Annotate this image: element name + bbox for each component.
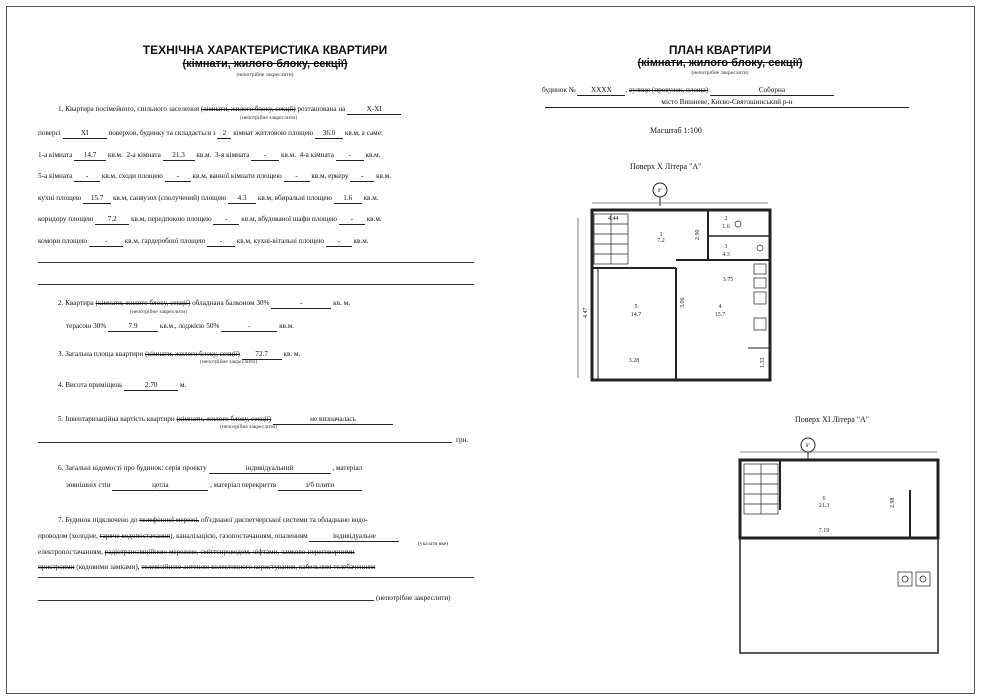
p4-unit: м. <box>180 381 187 389</box>
terrace-value: 7.9 <box>108 321 158 332</box>
dim-center-vertical: 3.06 <box>680 297 686 308</box>
p1-floor: X-XI <box>347 104 401 115</box>
p1-pre: 1. Квартира посімейного, спільного заселення <box>58 105 200 113</box>
stairs-label: кв.м, сходи площею <box>101 172 163 180</box>
p7-l4s: пристроями <box>38 563 75 571</box>
p2-post: обладнана балконом 30% <box>192 299 270 307</box>
dim-top: 4.44 <box>608 216 619 222</box>
slabs-label: , матеріал перекриття <box>210 481 277 489</box>
p1-l2c: кімнат житловою площею <box>233 129 314 137</box>
toilet-value: 1.6 <box>334 193 362 204</box>
balcony-value: - <box>271 298 331 309</box>
unit: кв.м. <box>365 151 381 159</box>
p7-l3s: радіотрансляційною мережею, сміттєпроводом, ліфтами, замково-переговорними <box>104 548 355 556</box>
floor1-label: Поверх X Літера "А" <box>630 162 702 171</box>
p6-line1 <box>58 463 362 474</box>
floor-plan-x <box>568 178 798 393</box>
terrace-label: терасою 30% <box>66 322 107 330</box>
bathroom-fixtures <box>735 221 766 330</box>
building-label: будинок № <box>542 86 576 94</box>
blank-line <box>38 262 474 263</box>
hall-value: - <box>213 214 239 225</box>
right-subtitle-note: (непотрібне закреслити) <box>691 70 749 76</box>
room2-area: 1.6 <box>722 224 730 230</box>
room5-area: 14.7 <box>630 312 642 318</box>
stairs-value: - <box>165 171 191 182</box>
left-title: ТЕХНІЧНА ХАРАКТЕРИСТИКА КВАРТИРИ <box>142 43 388 57</box>
p1-floors: XI <box>63 128 107 139</box>
dim-mid-vertical: 2.90 <box>695 229 701 240</box>
heating-note: (указати яке) <box>418 541 449 547</box>
toilet-label: кв.м, вбиральні площею <box>257 194 332 202</box>
room4-number: 4 <box>718 304 722 310</box>
p7-l3a: електропостачанням, <box>38 548 103 556</box>
p7-l2a: проводом (холодне, <box>38 532 98 540</box>
unit: кв.м. <box>281 151 297 159</box>
chimney-vents <box>898 572 930 586</box>
r3-label: 3-я кімната <box>215 151 250 159</box>
wardrobe-value: - <box>207 236 235 247</box>
room6-number: 6 <box>822 496 826 502</box>
walls-value: цегла <box>112 480 208 491</box>
p3-pre: 3. Загальна площа квартири <box>58 350 144 358</box>
dim-right: 3.75 <box>722 277 734 283</box>
left-subtitle-note: (непотрібне закреслити) <box>236 72 294 78</box>
p1-line7 <box>38 236 369 247</box>
height-value: 2.70 <box>124 380 178 391</box>
corridor-value: 7.2 <box>95 214 129 225</box>
r5-value: - <box>74 171 100 182</box>
svg-text:8": 8" <box>657 189 663 194</box>
corridor-label: коридору площею <box>38 215 94 223</box>
room1-area: 7.2 <box>657 238 665 244</box>
unit: кв.м. <box>366 215 382 223</box>
p7-l1s: телефонної мережі, <box>139 516 200 524</box>
p7-line4 <box>38 562 375 572</box>
room3-number: 3 <box>724 244 728 250</box>
series-value: індивідуальний <box>209 463 331 474</box>
p7-footer: (непотрібне закреслити) <box>376 594 451 602</box>
unit: кв.м. <box>196 151 212 159</box>
outer-wall <box>740 460 938 538</box>
p6-post: , матеріал <box>332 464 363 472</box>
room3-area: 4.3 <box>722 252 730 258</box>
erker-value: - <box>350 171 374 182</box>
staircase <box>744 464 778 514</box>
p7-l4a: (кодовими замками), <box>76 563 140 571</box>
p2-unit2: кв.м. <box>279 322 295 330</box>
p2-line2 <box>66 321 294 332</box>
r5-label: 5-а кімната <box>38 172 73 180</box>
street-value: Соборна <box>710 85 834 96</box>
r1-value: 14.7 <box>74 150 106 161</box>
unit: кв.м. <box>376 172 392 180</box>
r4-value: - <box>336 150 364 161</box>
p2-line1 <box>58 298 350 309</box>
dim-bottom-right: 1.33 <box>760 357 766 368</box>
north-marker <box>801 438 815 460</box>
p6-line2 <box>66 480 362 491</box>
left-subtitle: (кімнати, жилого блоку, секції) <box>182 58 348 70</box>
r3-value: - <box>251 150 279 161</box>
dim-left: 4.47 <box>583 307 589 318</box>
p2-note: (непотрібне закреслити) <box>130 309 188 315</box>
svg-text:8": 8" <box>805 444 811 449</box>
unit: кв.м. <box>107 151 123 159</box>
street-struck: вулиця (провулок, площа) <box>629 86 709 94</box>
storage-value: - <box>89 236 123 247</box>
kitchen-dining-label: кв.м, кухні-вітальні площею <box>236 237 324 245</box>
address-line: будинок № XXXX , вулиця (провулок, площа) Соборна <box>542 85 834 96</box>
unit: кв.м. <box>363 194 379 202</box>
dim-vertical: 2.98 <box>890 497 896 508</box>
wc-label: кв.м, санвузол (сполучений) площею <box>112 194 227 202</box>
city-value: місто Вишневе, Києво-Святошинський р-н <box>545 97 909 108</box>
hall-label: кв.м, передпокою площею <box>131 215 212 223</box>
slabs-value: з/б плити <box>278 480 362 491</box>
p1-l2b: поверхов, будинку та складається з <box>108 129 216 137</box>
p1-note: (непотрібне закреслити) <box>240 115 298 121</box>
p7-l1a: 7. Будинок підключено до <box>58 516 138 524</box>
p1-line4 <box>38 171 391 182</box>
p1-post: розташована на <box>297 105 346 113</box>
scale: Масштаб 1:100 <box>650 126 702 135</box>
p7-l2b: ), каналізацією, газопостачанням, опаленням <box>170 532 308 540</box>
building-number: XXXX <box>577 85 625 96</box>
room1-number: 1 <box>659 232 663 238</box>
p4-line <box>58 380 186 391</box>
r2-value: 21.3 <box>163 150 195 161</box>
p5-struck: (кімнати, жилого блоку, секції) <box>176 415 272 423</box>
loggia-value: - <box>221 321 277 332</box>
total-area: 72.7 <box>242 349 282 360</box>
p1-line1 <box>58 104 401 115</box>
inventory-value: не визначалась <box>273 414 393 425</box>
north-marker <box>653 183 667 206</box>
bath-label: кв.м, ванної кімнати площею <box>192 172 282 180</box>
p3-line <box>58 349 300 360</box>
p1-l2d: кв.м, а саме: <box>344 129 383 137</box>
loggia-label: кв.м., лоджією 50% <box>159 322 220 330</box>
p5-note: (непотрібне закреслити) <box>220 424 278 430</box>
p3-unit: кв. м. <box>283 350 301 358</box>
erker-label: кв.м, еркеру <box>311 172 349 180</box>
right-subtitle: (кімнати, жилого блоку, секції) <box>637 57 803 69</box>
p2-unit: кв. м, <box>333 299 350 307</box>
room4-area: 15.7 <box>714 312 726 318</box>
blank-line <box>38 577 474 578</box>
p7-l1b: об'єднаної диспетчерської системи та обладнано водо- <box>200 516 368 524</box>
unit: кв.м. <box>353 237 369 245</box>
kitchen-label: кухні площею <box>38 194 82 202</box>
p1-line6 <box>38 214 382 225</box>
blank-line <box>38 442 452 443</box>
room6-area: 21.3 <box>818 503 830 509</box>
r2-label: 2-а кімната <box>126 151 161 159</box>
p7-line1 <box>58 515 368 525</box>
p1-struck: (кімнати, жилого блоку, секції) <box>200 105 296 113</box>
wc-value: 4.3 <box>228 193 256 204</box>
p1-line5 <box>38 193 379 204</box>
closet-value: - <box>339 214 365 225</box>
terrace-outline <box>740 538 938 653</box>
dim-horizontal: 7.19 <box>818 528 830 534</box>
blank-line <box>38 284 474 285</box>
p7-line2 <box>38 531 399 542</box>
room5-number: 5 <box>634 304 638 310</box>
wardrobe-label: кв.м, гардеробної площею <box>124 237 206 245</box>
p7-l2s: гаряче водопостачання <box>99 532 171 540</box>
p1-line3 <box>38 150 381 161</box>
closet-label: кв.м, вбудованої шафи площею <box>241 215 338 223</box>
p2-pre: 2. Квартира <box>58 299 94 307</box>
p4-pre: 4. Висота приміщень <box>58 381 123 389</box>
heating-value: індивідуальне <box>309 531 399 542</box>
blank-line <box>38 600 374 601</box>
kitchen-value: 15.7 <box>83 193 111 204</box>
r1-label: 1-а кімната <box>38 151 73 159</box>
p7-l4s2: телевізійною антеною колективного користування, кабельним телебаченням <box>141 563 376 571</box>
p2-struck: (кімнати, жилого блоку, секції) <box>95 299 191 307</box>
p3-struck: (кімнати, жилого блоку, секції) <box>145 350 240 358</box>
r4-label: 4-а кімната <box>299 151 334 159</box>
room2-number: 2 <box>724 216 728 222</box>
p3-note: (непотрібне закреслити) <box>200 359 258 365</box>
p1-l2a: поверсі <box>38 129 61 137</box>
right-title: ПЛАН КВАРТИРИ <box>668 43 772 57</box>
p1-rooms: 2 <box>217 128 231 139</box>
p7-line3 <box>38 547 355 557</box>
dim-bottom: 3.28 <box>628 358 640 364</box>
city-line <box>542 97 912 108</box>
p5-pre: 5. Інвентаризаційна вартість квартири <box>58 415 175 423</box>
floor-plan-xi <box>712 430 952 660</box>
storage-label: комори площею <box>38 237 88 245</box>
p1-line2 <box>38 128 383 139</box>
bath-value: - <box>284 171 310 182</box>
p1-living-area: 36.0 <box>315 128 343 139</box>
p6-pre: 6. Загальні відомості про будинок: серія проекту <box>58 464 207 472</box>
kitchen-dining-value: - <box>326 236 352 247</box>
walls-label: зовнішніх стін <box>66 481 111 489</box>
p5-unit: грн. <box>456 436 469 444</box>
floor2-label: Поверх XI Літера "А" <box>795 415 870 424</box>
